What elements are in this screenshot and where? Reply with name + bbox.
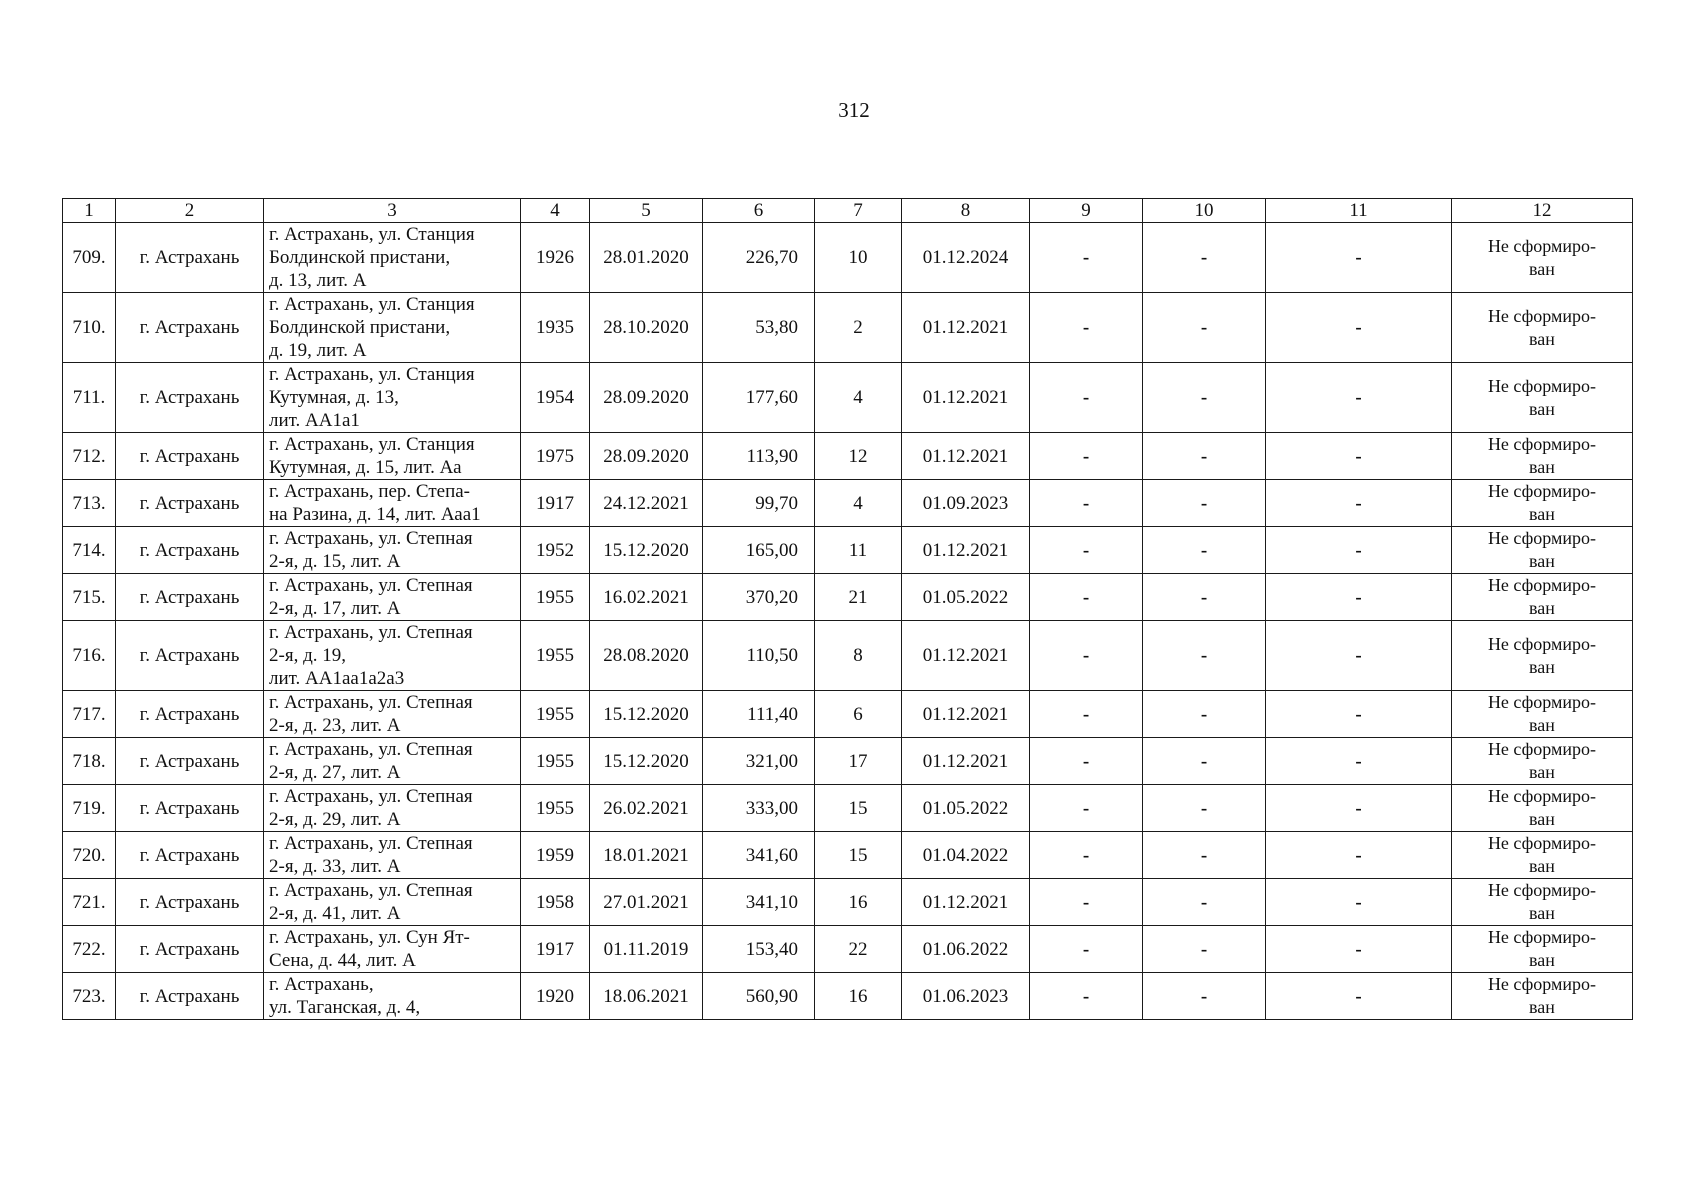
column-9-cell: - [1030, 363, 1143, 433]
address-cell [264, 480, 521, 527]
column-11-cell: - [1266, 973, 1452, 1020]
column-10-cell: - [1143, 738, 1266, 785]
column-header-3: 3 [264, 199, 521, 223]
row-number: 721. [63, 879, 116, 926]
column-10-cell: - [1143, 926, 1266, 973]
date-cell: 01.11.2019 [590, 926, 703, 973]
column-11-cell: - [1266, 480, 1452, 527]
area-cell: 341,60 [703, 832, 815, 879]
table-row [63, 223, 1633, 293]
address-cell-line: Кутумная, д. 15, лит. Аа [269, 457, 462, 478]
count-cell: 15 [815, 832, 902, 879]
column-header-6: 6 [703, 199, 815, 223]
status-cell-line: ван [1529, 903, 1555, 923]
city-cell: г. Астрахань [116, 621, 264, 691]
address-cell-line: 2-я, д. 33, лит. А [269, 856, 401, 877]
column-10-cell: - [1143, 785, 1266, 832]
status-cell-line: Не сформиро- [1487, 833, 1597, 853]
column-11-cell: - [1266, 223, 1452, 293]
table-row [63, 691, 1633, 738]
status-cell [1452, 433, 1633, 480]
address-cell-line: 2-я, д. 23, лит. А [269, 715, 401, 736]
column-10-cell: - [1143, 621, 1266, 691]
row-number: 720. [63, 832, 116, 879]
address-cell-line: лит. АА1а1 [269, 410, 360, 431]
status-cell [1452, 785, 1633, 832]
row-number: 716. [63, 621, 116, 691]
column-11-cell: - [1266, 785, 1452, 832]
address-cell-line: Болдинской пристани, [269, 247, 451, 268]
table-row [63, 363, 1633, 433]
date-cell: 16.02.2021 [590, 574, 703, 621]
column-11-cell: - [1266, 363, 1452, 433]
address-cell [264, 832, 521, 879]
date-cell: 18.06.2021 [590, 973, 703, 1020]
status-cell-line: ван [1529, 258, 1555, 279]
year-cell: 1958 [521, 879, 590, 926]
city-cell: г. Астрахань [116, 527, 264, 574]
deadline-cell: 01.12.2021 [902, 879, 1030, 926]
status-cell-line: ван [1529, 457, 1555, 477]
status-cell-line: Не сформиро- [1487, 575, 1597, 595]
status-cell [1452, 691, 1633, 738]
row-number: 715. [63, 574, 116, 621]
row-number: 712. [63, 433, 116, 480]
status-cell-line: Не сформиро- [1487, 375, 1597, 396]
area-cell: 177,60 [703, 363, 815, 433]
column-10-cell: - [1143, 879, 1266, 926]
address-cell-line: 2-я, д. 27, лит. А [269, 762, 401, 783]
column-11-cell: - [1266, 574, 1452, 621]
row-number: 714. [63, 527, 116, 574]
date-cell: 15.12.2020 [590, 738, 703, 785]
address-cell-line: 2-я, д. 29, лит. А [269, 809, 401, 830]
address-cell [264, 879, 521, 926]
column-10-cell: - [1143, 527, 1266, 574]
deadline-cell: 01.12.2021 [902, 433, 1030, 480]
column-9-cell: - [1030, 223, 1143, 293]
column-9-cell: - [1030, 621, 1143, 691]
date-cell: 28.01.2020 [590, 223, 703, 293]
city-cell: г. Астрахань [116, 832, 264, 879]
date-cell: 27.01.2021 [590, 879, 703, 926]
status-cell [1452, 738, 1633, 785]
status-cell [1452, 223, 1633, 293]
column-10-cell: - [1143, 973, 1266, 1020]
status-cell-line: ван [1529, 598, 1555, 618]
address-cell-line: г. Астрахань, ул. Степная [269, 528, 473, 549]
status-cell-line: Не сформиро- [1487, 739, 1597, 759]
address-cell-line: г. Астрахань, ул. Сун Ят- [269, 927, 470, 948]
status-cell [1452, 926, 1633, 973]
address-cell [264, 621, 521, 691]
count-cell: 10 [815, 223, 902, 293]
column-10-cell: - [1143, 223, 1266, 293]
table-row [63, 879, 1633, 926]
status-cell-line: Не сформиро- [1487, 880, 1597, 900]
date-cell: 15.12.2020 [590, 691, 703, 738]
city-cell: г. Астрахань [116, 293, 264, 363]
status-cell [1452, 480, 1633, 527]
table-row [63, 527, 1633, 574]
city-cell: г. Астрахань [116, 433, 264, 480]
table-row [63, 832, 1633, 879]
deadline-cell: 01.12.2021 [902, 621, 1030, 691]
date-cell: 28.09.2020 [590, 433, 703, 480]
address-cell-line: г. Астрахань, ул. Степная [269, 786, 473, 807]
year-cell: 1955 [521, 691, 590, 738]
address-cell-line: ул. Таганская, д. 4, [269, 997, 421, 1018]
address-cell-line: г. Астрахань, ул. Станция [269, 224, 475, 245]
address-cell-line: г. Астрахань, ул. Степная [269, 833, 473, 854]
year-cell: 1917 [521, 480, 590, 527]
city-cell: г. Астрахань [116, 738, 264, 785]
date-cell: 15.12.2020 [590, 527, 703, 574]
city-cell: г. Астрахань [116, 480, 264, 527]
status-cell-line: ван [1529, 328, 1555, 349]
column-header-8: 8 [902, 199, 1030, 223]
column-10-cell: - [1143, 832, 1266, 879]
year-cell: 1975 [521, 433, 590, 480]
status-cell-line: Не сформиро- [1487, 786, 1597, 806]
deadline-cell: 01.12.2024 [902, 223, 1030, 293]
column-header-12: 12 [1452, 199, 1633, 223]
column-10-cell: - [1143, 574, 1266, 621]
city-cell: г. Астрахань [116, 363, 264, 433]
deadline-cell: 01.05.2022 [902, 574, 1030, 621]
date-cell: 24.12.2021 [590, 480, 703, 527]
deadline-cell: 01.06.2022 [902, 926, 1030, 973]
area-cell: 341,10 [703, 879, 815, 926]
count-cell: 4 [815, 480, 902, 527]
year-cell: 1917 [521, 926, 590, 973]
status-cell-line: ван [1529, 715, 1555, 735]
status-cell-line: Не сформиро- [1487, 235, 1597, 256]
address-cell-line: г. Астрахань, ул. Степная [269, 692, 473, 713]
column-11-cell: - [1266, 691, 1452, 738]
table-row [63, 926, 1633, 973]
row-number: 722. [63, 926, 116, 973]
column-11-cell: - [1266, 926, 1452, 973]
row-number: 719. [63, 785, 116, 832]
address-cell [264, 293, 521, 363]
address-cell [264, 691, 521, 738]
date-cell: 18.01.2021 [590, 832, 703, 879]
address-cell [264, 574, 521, 621]
column-11-cell: - [1266, 433, 1452, 480]
column-9-cell: - [1030, 973, 1143, 1020]
column-10-cell: - [1143, 293, 1266, 363]
column-9-cell: - [1030, 832, 1143, 879]
column-9-cell: - [1030, 879, 1143, 926]
year-cell: 1952 [521, 527, 590, 574]
city-cell: г. Астрахань [116, 973, 264, 1020]
column-9-cell: - [1030, 691, 1143, 738]
date-cell: 28.10.2020 [590, 293, 703, 363]
count-cell: 15 [815, 785, 902, 832]
status-cell-line: ван [1529, 762, 1555, 782]
city-cell: г. Астрахань [116, 574, 264, 621]
address-cell [264, 785, 521, 832]
city-cell: г. Астрахань [116, 691, 264, 738]
address-cell-line: г. Астрахань, пер. Степа- [269, 481, 471, 502]
address-cell [264, 973, 521, 1020]
year-cell: 1959 [521, 832, 590, 879]
column-10-cell: - [1143, 433, 1266, 480]
row-number: 717. [63, 691, 116, 738]
address-cell-line: г. Астрахань, ул. Степная [269, 880, 473, 901]
row-number: 713. [63, 480, 116, 527]
address-cell-line: Болдинской пристани, [269, 317, 451, 338]
area-cell: 99,70 [703, 480, 815, 527]
status-cell [1452, 832, 1633, 879]
address-cell-line: г. Астрахань, ул. Станция [269, 364, 475, 385]
area-cell: 53,80 [703, 293, 815, 363]
status-cell-line: ван [1529, 809, 1555, 829]
row-number: 723. [63, 973, 116, 1020]
status-cell-line: ван [1529, 856, 1555, 876]
address-cell-line: д. 13, лит. А [269, 270, 367, 291]
address-cell-line: д. 19, лит. А [269, 340, 367, 361]
area-cell: 321,00 [703, 738, 815, 785]
address-cell [264, 926, 521, 973]
table-row [63, 785, 1633, 832]
address-cell-line: г. Астрахань, ул. Степная [269, 622, 473, 643]
housing-register-table [62, 198, 1633, 1020]
area-cell: 165,00 [703, 527, 815, 574]
column-header-1: 1 [63, 199, 116, 223]
status-cell-line: Не сформиро- [1487, 305, 1597, 326]
address-cell-line: г. Астрахань, ул. Станция [269, 434, 475, 455]
area-cell: 560,90 [703, 973, 815, 1020]
deadline-cell: 01.06.2023 [902, 973, 1030, 1020]
count-cell: 16 [815, 973, 902, 1020]
address-cell-line: 2-я, д. 15, лит. А [269, 551, 401, 572]
address-cell-line: 2-я, д. 17, лит. А [269, 598, 401, 619]
date-cell: 28.09.2020 [590, 363, 703, 433]
count-cell: 22 [815, 926, 902, 973]
column-10-cell: - [1143, 480, 1266, 527]
column-10-cell: - [1143, 363, 1266, 433]
deadline-cell: 01.12.2021 [902, 363, 1030, 433]
status-cell-line: ван [1529, 398, 1555, 419]
address-cell [264, 527, 521, 574]
count-cell: 12 [815, 433, 902, 480]
row-number: 710. [63, 293, 116, 363]
status-cell [1452, 879, 1633, 926]
address-cell-line: 2-я, д. 41, лит. А [269, 903, 401, 924]
year-cell: 1935 [521, 293, 590, 363]
address-cell-line: лит. АА1аа1а2а3 [269, 668, 405, 689]
address-cell-line: г. Астрахань, ул. Станция [269, 294, 475, 315]
status-cell-line: ван [1529, 504, 1555, 524]
address-cell-line: Кутумная, д. 13, [269, 387, 399, 408]
column-header-7: 7 [815, 199, 902, 223]
status-cell-line: Не сформиро- [1487, 481, 1597, 501]
status-cell [1452, 574, 1633, 621]
column-9-cell: - [1030, 433, 1143, 480]
year-cell: 1955 [521, 738, 590, 785]
address-cell [264, 738, 521, 785]
count-cell: 2 [815, 293, 902, 363]
year-cell: 1954 [521, 363, 590, 433]
status-cell-line: Не сформиро- [1487, 927, 1597, 947]
column-header-2: 2 [116, 199, 264, 223]
area-cell: 110,50 [703, 621, 815, 691]
year-cell: 1955 [521, 785, 590, 832]
city-cell: г. Астрахань [116, 926, 264, 973]
status-cell-line: Не сформиро- [1487, 528, 1597, 548]
status-cell-line: Не сформиро- [1487, 633, 1597, 654]
column-9-cell: - [1030, 527, 1143, 574]
status-cell-line: Не сформиро- [1487, 434, 1597, 454]
column-11-cell: - [1266, 621, 1452, 691]
column-header-4: 4 [521, 199, 590, 223]
status-cell [1452, 363, 1633, 433]
address-cell-line: г. Астрахань, ул. Степная [269, 739, 473, 760]
column-header-9: 9 [1030, 199, 1143, 223]
column-header-10: 10 [1143, 199, 1266, 223]
address-cell-line: Сена, д. 44, лит. А [269, 950, 416, 971]
year-cell: 1926 [521, 223, 590, 293]
table-row [63, 973, 1633, 1020]
count-cell: 11 [815, 527, 902, 574]
year-cell: 1955 [521, 621, 590, 691]
address-cell-line: 2-я, д. 19, [269, 645, 346, 666]
column-9-cell: - [1030, 926, 1143, 973]
date-cell: 28.08.2020 [590, 621, 703, 691]
year-cell: 1955 [521, 574, 590, 621]
deadline-cell: 01.12.2021 [902, 293, 1030, 363]
status-cell [1452, 621, 1633, 691]
column-9-cell: - [1030, 293, 1143, 363]
city-cell: г. Астрахань [116, 879, 264, 926]
address-cell-line: на Разина, д. 14, лит. Ааа1 [269, 504, 481, 525]
table-row [63, 293, 1633, 363]
status-cell-line: ван [1529, 950, 1555, 970]
count-cell: 16 [815, 879, 902, 926]
area-cell: 333,00 [703, 785, 815, 832]
status-cell [1452, 973, 1633, 1020]
column-9-cell: - [1030, 574, 1143, 621]
status-cell [1452, 527, 1633, 574]
status-cell [1452, 293, 1633, 363]
city-cell: г. Астрахань [116, 785, 264, 832]
area-cell: 226,70 [703, 223, 815, 293]
column-11-cell: - [1266, 527, 1452, 574]
column-11-cell: - [1266, 738, 1452, 785]
count-cell: 4 [815, 363, 902, 433]
status-cell-line: ван [1529, 997, 1555, 1017]
count-cell: 21 [815, 574, 902, 621]
deadline-cell: 01.12.2021 [902, 691, 1030, 738]
column-11-cell: - [1266, 832, 1452, 879]
column-9-cell: - [1030, 480, 1143, 527]
column-9-cell: - [1030, 738, 1143, 785]
deadline-cell: 01.09.2023 [902, 480, 1030, 527]
count-cell: 6 [815, 691, 902, 738]
column-11-cell: - [1266, 293, 1452, 363]
address-cell-line: г. Астрахань, ул. Степная [269, 575, 473, 596]
address-cell [264, 223, 521, 293]
deadline-cell: 01.12.2021 [902, 738, 1030, 785]
address-cell [264, 433, 521, 480]
status-cell-line: ван [1529, 656, 1555, 677]
column-9-cell: - [1030, 785, 1143, 832]
row-number: 718. [63, 738, 116, 785]
address-cell [264, 363, 521, 433]
row-number: 711. [63, 363, 116, 433]
area-cell: 113,90 [703, 433, 815, 480]
table-row [63, 621, 1633, 691]
year-cell: 1920 [521, 973, 590, 1020]
column-10-cell: - [1143, 691, 1266, 738]
status-cell-line: Не сформиро- [1487, 692, 1597, 712]
count-cell: 8 [815, 621, 902, 691]
status-cell-line: ван [1529, 551, 1555, 571]
column-number-row [63, 199, 1633, 223]
status-cell-line: Не сформиро- [1487, 974, 1597, 994]
address-cell-line: г. Астрахань, [269, 974, 374, 995]
deadline-cell: 01.12.2021 [902, 527, 1030, 574]
table-row [63, 738, 1633, 785]
city-cell: г. Астрахань [116, 223, 264, 293]
date-cell: 26.02.2021 [590, 785, 703, 832]
column-header-5: 5 [590, 199, 703, 223]
deadline-cell: 01.05.2022 [902, 785, 1030, 832]
table-row [63, 574, 1633, 621]
table-row [63, 433, 1633, 480]
page-number: 312 [838, 98, 870, 122]
area-cell: 111,40 [703, 691, 815, 738]
row-number: 709. [63, 223, 116, 293]
column-11-cell: - [1266, 879, 1452, 926]
count-cell: 17 [815, 738, 902, 785]
deadline-cell: 01.04.2022 [902, 832, 1030, 879]
area-cell: 153,40 [703, 926, 815, 973]
table-row [63, 480, 1633, 527]
area-cell: 370,20 [703, 574, 815, 621]
column-header-11: 11 [1266, 199, 1452, 223]
